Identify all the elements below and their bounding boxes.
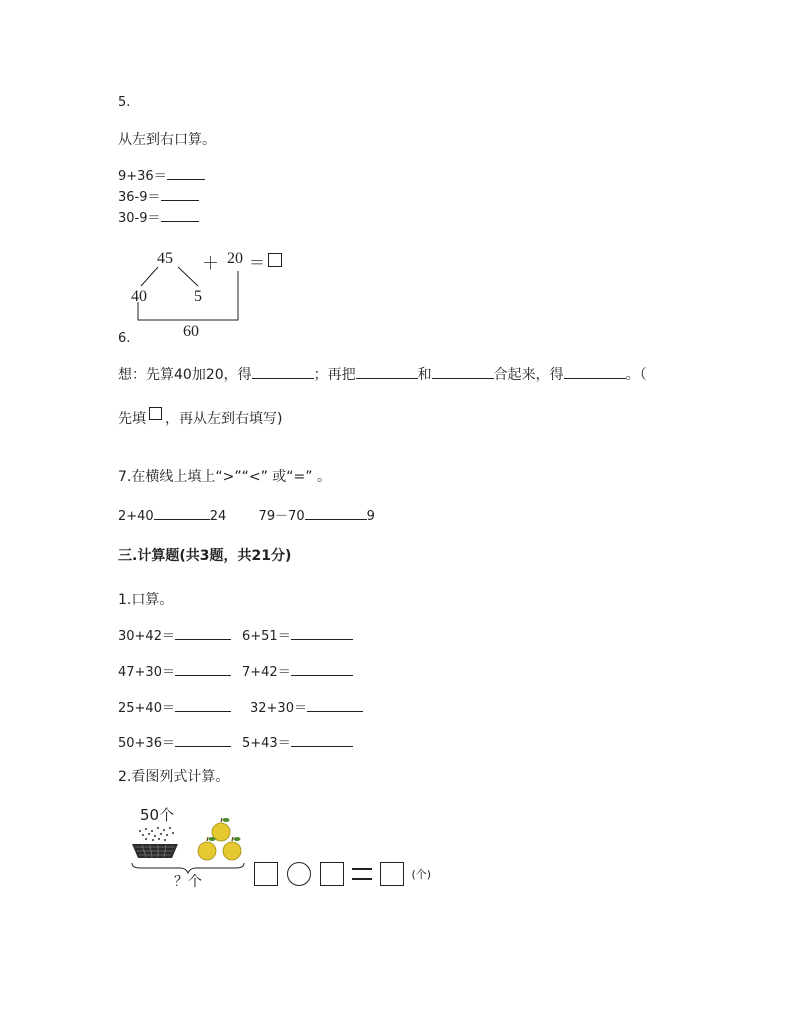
answer-blank[interactable] [252,366,314,379]
equation-text: 9+36＝ [118,169,167,184]
answer-blank[interactable] [167,167,205,180]
decomposition-diagram [125,248,295,343]
q6-text: 。（ [625,367,647,383]
equation-line-2 [118,186,199,205]
count-label: 50个 [140,806,175,824]
calc-expr: 47+30＝ [118,665,175,680]
q6-text: ，再从左到右填写) [165,411,283,427]
calc-2-title: 2.看图列式计算。 [118,769,230,785]
question-6-line-2 [118,408,282,428]
answer-blank[interactable] [175,734,231,747]
diagram-top-number: 45 [157,250,173,267]
unit-label: (个) [411,868,432,881]
calc-row [118,732,353,751]
answer-blank[interactable] [161,209,199,222]
diagram-left-number: 40 [131,288,147,305]
answer-box[interactable] [320,862,344,886]
answer-blank[interactable] [432,366,494,379]
calc-1-title: 1.口算。 [118,592,174,608]
calc-expr: 30+42＝ [118,629,175,644]
answer-box[interactable] [254,862,278,886]
diagram-addend: 20 [227,250,243,267]
question-count-label: ？个 [174,874,202,890]
equation-text: 30-9＝ [118,211,161,226]
calc-expr: 25+40＝ [118,701,175,716]
calc-expr: 7+42＝ [242,665,291,680]
question-5-instruction: 从左到右口算。 [118,132,216,148]
answer-blank[interactable] [291,663,353,676]
equation-text: 36-9＝ [118,190,161,205]
answer-blank[interactable] [175,663,231,676]
expr-1-right: 24 [209,509,227,524]
expr-2-left: 79－70 [258,509,305,524]
compare-blank[interactable] [305,507,367,520]
diagram-equals: ＝ [249,255,266,272]
diagram-right-number: 5 [194,288,202,305]
equation-line-1 [118,165,205,184]
calc-row [118,625,353,644]
section-3-title: 三.计算题(共3题，共21分) [118,548,292,564]
answer-blank[interactable] [291,734,353,747]
fruit-picture [128,800,253,892]
question-7-title: 7.在横线上填上“>”“<” 或“=” 。 [118,469,331,485]
compare-blank[interactable] [154,507,210,520]
answer-blank[interactable] [564,366,626,379]
answer-blank[interactable] [356,366,418,379]
question-7-expressions [118,505,375,524]
diagram-answer-box[interactable] [268,253,282,267]
question-6-line-1 [118,364,647,384]
expr-2-right: 9 [366,509,375,524]
question-5-number: 5. [118,95,131,110]
operator-circle[interactable] [287,862,311,886]
calc-row [118,697,363,716]
diagram-bottom-number: 60 [183,323,199,340]
answer-blank[interactable] [307,699,363,712]
q6-text: 先填 [118,411,146,427]
q6-text: 和 [417,367,432,383]
answer-blank[interactable] [161,188,199,201]
answer-blank[interactable] [175,627,231,640]
calc-expr: 5+43＝ [242,736,291,751]
calc-row [118,661,353,680]
q6-text: 合起来，得 [493,367,564,383]
question-6-number: 6. [118,331,131,346]
calc-expr: 6+51＝ [242,629,291,644]
equation-line-3 [118,207,199,226]
calc-expr: 50+36＝ [118,736,175,751]
expr-1-left: 2+40 [118,509,154,524]
q6-text: ；再把 [313,367,356,383]
calc-expr: 32+30＝ [250,701,307,716]
answer-blank[interactable] [291,627,353,640]
equation-template [254,862,431,888]
diagram-plus: ＋ [202,254,219,273]
q6-text: 想：先算40加20，得 [118,367,252,383]
result-box[interactable] [380,862,404,886]
equals-sign [352,868,372,880]
box-symbol [149,407,162,420]
answer-blank[interactable] [175,699,231,712]
